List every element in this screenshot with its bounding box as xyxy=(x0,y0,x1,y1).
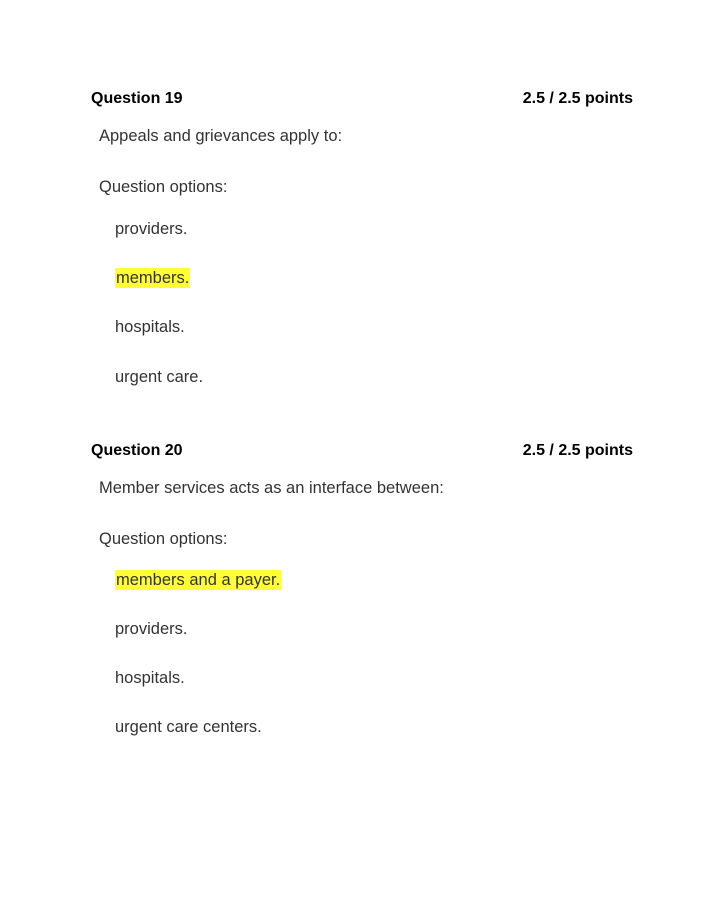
question-header xyxy=(91,90,633,112)
answer-option xyxy=(115,619,187,639)
answer-option-label: urgent care centers. xyxy=(115,718,262,736)
answer-option xyxy=(115,668,185,688)
answer-option xyxy=(115,219,187,239)
answer-option-label: urgent care. xyxy=(115,368,204,386)
answer-option-label: hospitals. xyxy=(115,669,185,687)
question-options-label: Question options: xyxy=(99,178,228,196)
answer-option xyxy=(115,367,203,387)
answer-option-label: hospitals. xyxy=(115,318,185,336)
answer-option-selected xyxy=(115,268,190,288)
question-header xyxy=(91,442,633,464)
answer-option-label: members and a payer. xyxy=(116,571,281,589)
question-options-label: Question options: xyxy=(99,530,228,548)
answer-option-selected xyxy=(115,570,281,590)
answer-option-label: providers. xyxy=(115,620,188,638)
question-points: 2.5 / 2.5 points xyxy=(522,90,633,107)
answer-option-label: members. xyxy=(116,269,190,287)
question-text: Member services acts as an interface between: xyxy=(99,479,444,497)
question-points: 2.5 / 2.5 points xyxy=(522,442,633,459)
answer-option-label: providers. xyxy=(115,220,188,238)
question-title: Question 19 xyxy=(91,90,183,107)
question-text: Appeals and grievances apply to: xyxy=(99,127,343,145)
answer-option xyxy=(115,317,185,337)
answer-option xyxy=(115,717,262,737)
question-title: Question 20 xyxy=(91,442,183,459)
